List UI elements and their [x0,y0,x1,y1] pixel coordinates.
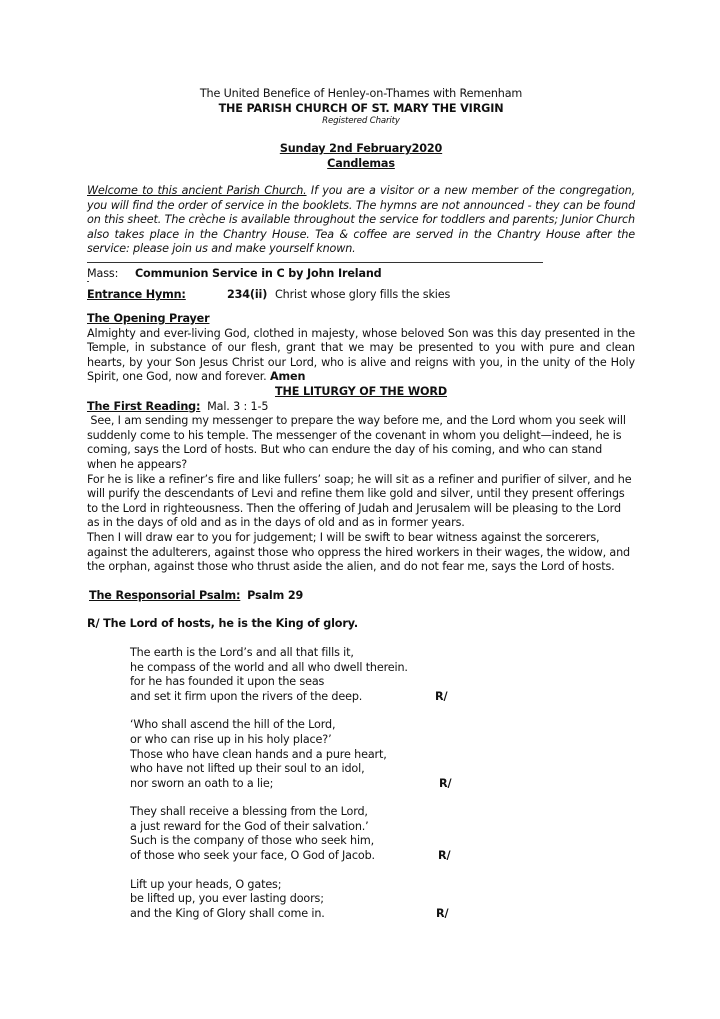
header-benefice: The United Benefice of Henley-on-Thames with Remenham [199,87,523,100]
entrance-hymn-label: Entrance Hymn: [87,288,186,302]
separator-line [87,262,543,263]
psalm-stanza [130,718,470,791]
psalm-line: Those who have clean hands and a pure heart, [130,747,387,761]
entrance-hymn-number: 234(ii) [227,288,268,302]
first-reading-paragraph: For he is like a refiner’s fire and like fullers’ soap; he will sit as a refiner and purifier of silver, and he will purify the descendants of Levi and refine them like gold and silver, until they present offerings to the Lord in righteousness. Then the offering of Judah and Jerusalem will be pleasing to the Lord as in the days of old and as in the days of old and as in former years. [87,472,632,530]
psalm-line: who have not lifted up their soul to an idol, [130,762,365,776]
psalm-response: R/ The Lord of hosts, he is the King of glory. [87,617,358,631]
psalm-line: Such is the company of those who seek him, [130,834,375,848]
response-mark: R/ [438,849,451,863]
mass-label: Mass: [87,266,119,280]
entrance-hymn-row [87,288,635,303]
psalm-line: ‘Who shall ascend the hill of the Lord, [130,718,336,732]
response-mark: R/ [435,689,448,703]
psalm-heading: The Responsorial Psalm: [89,588,241,602]
psalm-line: for he has founded it upon the seas [130,675,325,689]
psalm-line: and the King of Glory shall come in. [130,906,325,920]
psalm-line: Lift up your heads, O gates; [130,877,282,891]
psalm-line: and set it firm upon the rivers of the deep. [130,689,363,703]
service-date: Sunday 2nd February2020 [279,142,443,156]
header-charity: Registered Charity [322,116,400,127]
welcome-paragraph [87,184,635,257]
psalm-reference: Psalm 29 [247,588,304,602]
psalm-line: a just reward for the God of their salvation.’ [130,819,369,833]
psalm-line: be lifted up, you ever lasting doors; [130,892,324,906]
entrance-hymn-title: Christ whose glory fills the skies [275,288,451,302]
response-mark: R/ [436,906,449,920]
psalm-stanza [130,646,470,704]
psalm-stanza [130,878,470,922]
opening-prayer-body: Almighty and ever-living God, clothed in majesty, whose beloved Son was this day presented in the Temple, in substance of our flesh, grant that we may be presented to you with pure and clean hearts, by your Son Jesus Christ our Lord, who is alive and reigns with you, in the unity of the Holy Spirit, one God, now and forever. [87,326,635,384]
service-feast: Candlemas [327,156,395,170]
first-reading-heading-row [87,400,635,415]
first-reading-heading: The First Reading: [87,399,201,413]
psalm-line: They shall receive a blessing from the Lord, [130,805,368,819]
opening-prayer-text [87,327,635,385]
psalm-line: The earth is the Lord’s and all that fills it, [130,645,354,659]
first-reading-reference: Mal. 3 : 1-5 [207,399,269,413]
first-reading-paragraph: Then I will draw ear to you for judgement; I will be swift to bear witness against the sorcerers, against the adulterers, against those who oppress the hired workers in their wages, the widow, and the orphan, against those who thrust aside the alien, and do not fear me, says the Lord of hosts. [87,530,631,574]
psalm-stanza [130,805,470,863]
opening-prayer-amen: Amen [269,370,306,384]
welcome-text: If you are a visitor or a new member of the congregation, you will find the order of service in the booklets. The hymns are not announced - they can be found on this sheet. The crèche is available throughout the service for toddlers and parents; Junior Church also takes place in the Chantry House. Tea & coffee are served in the Chantry House after the service: please join us and make yourself known. [87,184,635,256]
liturgy-heading: THE LITURGY OF THE WORD [275,385,447,399]
welcome-lead: Welcome to this ancient Parish Church. [87,184,307,198]
mass-row [87,267,635,282]
psalm-line: he compass of the world and all who dwell therein. [130,660,408,674]
mass-value: Communion Service in C by John Ireland [135,266,382,280]
opening-prayer-heading: The Opening Prayer [87,312,210,326]
psalm-line: nor sworn an oath to a lie; [130,776,274,790]
psalm-heading-row [87,589,635,604]
stray-mark [87,281,635,288]
psalm-line: of those who seek your face, O God of Jacob. [130,849,375,863]
header-church-name: THE PARISH CHURCH OF ST. MARY THE VIRGIN [218,101,504,115]
service-sheet [87,87,635,921]
response-mark: R/ [439,776,452,790]
psalm-line: or who can rise up in his holy place?’ [130,732,332,746]
first-reading-paragraph: See, I am sending my messenger to prepare the way before me, and the Lord whom you seek will suddenly come to his temple. The messenger of the covenant in whom you delight—indeed, he is coming, says the Lord of hosts. But who can endure the day of his coming, and who can stand when he appears? [87,414,630,471]
